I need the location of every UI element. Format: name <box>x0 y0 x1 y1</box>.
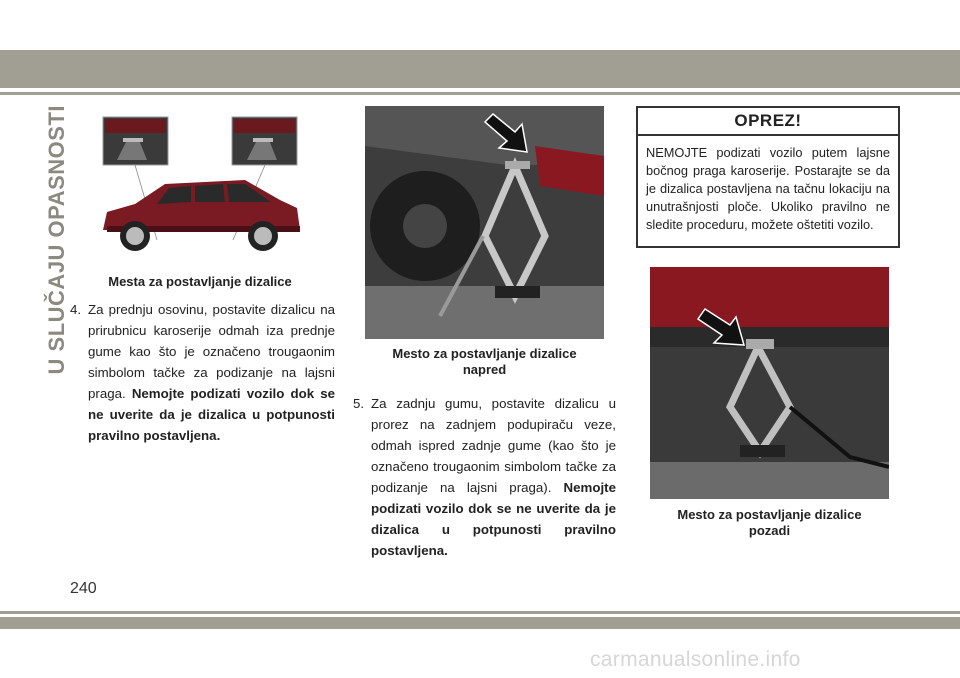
footer-rule <box>0 611 960 614</box>
footer-band <box>0 617 960 629</box>
suv-illustration <box>103 180 300 251</box>
step-4-number: 4. <box>70 302 82 317</box>
figure1-caption: Mesta za postavljanje dizalice <box>108 274 292 289</box>
section-title-text: U SLUČAJU OPASNOSTI <box>44 105 69 375</box>
figure3-caption <box>650 507 889 539</box>
step-5-number: 5. <box>353 396 365 411</box>
step-4-warning: Nemojte podizati vozilo dok se ne uverite da je dizalica u potpunosti pravilno postavljena. <box>88 386 335 443</box>
figure2-caption-line1: Mesto za postavljanje dizalice <box>392 346 577 361</box>
inset-rear-jack-point <box>232 117 297 165</box>
watermark: carmanualsonline.info <box>590 648 801 671</box>
step-4-text: Za prednju osovinu, postavite dizalicu na prirubnicu karoserije odmah iza prednje gume kao što je označeno trougaonim simbolom tačke za podizanje na lajsni praga. <box>88 302 335 401</box>
car-jack-points-figure <box>95 112 305 262</box>
page-number: 240 <box>70 580 97 597</box>
figure3-caption-line2: pozadi <box>748 523 791 538</box>
step-5-text: Za zadnju gumu, postavite dizalicu u prorez na zadnjem podupiraču veze, odmah ispred zadnje gume (kao što je označeno trougaonim simbolom tačke za podizanje na lajsni praga). <box>371 396 616 495</box>
figure2-caption-line2: napred <box>462 362 507 377</box>
step-4-paragraph <box>70 299 335 446</box>
caution-title: OPREZ! <box>638 108 898 136</box>
caution-box <box>636 106 900 248</box>
caution-text: NEMOJTE podizati vozilo putem lajsne bočnog praga karoserije. Postarajte se da je dizalica postavljena na tačnu lokaciju na unutrašnjosti ploče. Ukoliko pravilno ne sledite proceduru, možete oštetiti vozilo. <box>646 145 890 232</box>
header-rule <box>0 92 960 95</box>
figure2-caption <box>365 346 604 378</box>
rear-jack-photo <box>650 267 889 499</box>
step-5-paragraph <box>353 393 616 561</box>
front-jack-photo <box>365 106 604 339</box>
figure3-caption-line1: Mesto za postavljanje dizalice <box>677 507 862 522</box>
header-band <box>0 50 960 88</box>
inset-front-jack-point <box>103 117 168 165</box>
step-5-warning: Nemojte podizati vozilo dok se ne uverite da je dizalica u potpunosti pravilno postavljena. <box>371 480 616 558</box>
